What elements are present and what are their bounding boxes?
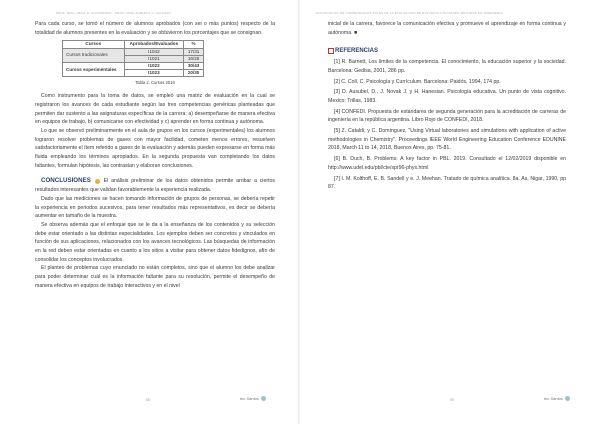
table-cell: I1023 bbox=[124, 70, 183, 77]
table-row bbox=[63, 48, 204, 55]
table-cell: 17/31 bbox=[184, 48, 204, 55]
conclusions-paragraph bbox=[35, 177, 275, 194]
brand-logo: tec Santos bbox=[544, 396, 570, 401]
page-number: 58 bbox=[146, 398, 150, 402]
table-cell: I1042 bbox=[124, 48, 183, 55]
running-header-left: PROF. RAUL ABRIL R. ZUCKERMAN · PROF. JOSE ALBERTO C. SALCEDA bbox=[56, 11, 172, 15]
reference-item: [1] R. Barnett, Los límites de la competencia. El conocimiento, la educación superior y la sociedad. Barcelona: Gedisa, 2001, 286 pp. bbox=[328, 59, 566, 74]
results-table bbox=[62, 40, 204, 77]
reference-item: [5] Z. Cataldi, y C. Domínguez, "Using Virtual laboratories and simulations with application of active methodologies in Chemistry". Proceedings IEEE World Engineering Education Conference EDUNINE 2018, March 11 to 14, 2018, Buenos Aires, pp. 75-81. bbox=[328, 128, 566, 152]
paragraph: Como instrumento para la toma de datos, se empleó una matriz de evaluación en la cual se registraron los avances de cada estudiante según las tres competencias genéricas planteadas que permiten dar sustento a las asignaturas específicas de la carrera: a) desempeñarse de manera efectiva en equipos de trabajo, b) comunicarse con efectividad y c) aprender en forma continua y autónoma. bbox=[35, 93, 275, 126]
paragraph-text: El análisis preliminar de los datos obtenidos permite arribar a ciertos resultados interesantes que validan favorablemente la experiencia realizada. bbox=[35, 178, 275, 194]
reference-item: [7] I. M. Kolthoff, E. B. Sandell y e. J. Meehan. Tratado de química analítica. 8a. As, Nigar, 1990, pp 87. bbox=[328, 175, 566, 191]
bullet-icon bbox=[95, 179, 100, 184]
paragraph: inicial de la carrera, favorece la comunicación efectiva y promueve el aprendizaje en forma continua y autónoma. ■ bbox=[328, 21, 566, 36]
paragraph: Se observa además que el enfoque que se le da a la enseñanza de los contenidos y su selección debe estar orientado a las distintas especialidades. Los ejemplos deben ser concretos y vinculados en función de sus aplicaciones, relacionados con los avances tecnológicos. Las búsquedas de información en la red deben estar orientadas en cuanto a los sitios a visitar para obtener datos fidedignos, afín de consolidar los conceptos involucrados. bbox=[35, 221, 275, 263]
table-group-label: Cursos tradicionales bbox=[63, 48, 125, 62]
table-header: Cursos bbox=[63, 41, 125, 48]
running-header-right: DIAGNOSTICO DE COMPETENCIAS ANTES DE LA EVALUACION DE ESTUDIOS UTILIZANDO METODOS EN INGENIERIA bbox=[316, 11, 503, 15]
table-cell: 16/26 bbox=[184, 55, 204, 62]
reference-item: [6] B. Duch, B. Problems: A key factor in PBL. 2019. Consultado el 12/02/2019 disponible en http://www.udel.edu/pbl/cte/spr96-phys.html bbox=[328, 156, 566, 171]
reference-item: [2] C. Coll, C. Psicología y Currículum. Barcelona: Paidós, 1994, 174 pp. bbox=[334, 78, 501, 85]
section-icon bbox=[328, 48, 334, 54]
table-cell: 30/43 bbox=[184, 63, 204, 70]
table-cell: I1021 bbox=[124, 55, 183, 62]
paragraph: Dado que las mediciones se hacen tomando información de grupos de personas, se debería repetir la experiencia en periodos sucesivos, para tener resultados más representativos, es decir se debería aumentar en tamaño de la muestra. bbox=[35, 195, 275, 220]
page-number: 59 bbox=[450, 398, 454, 402]
section-title-conclusions: CONCLUSIONES bbox=[41, 177, 91, 185]
table-caption: Tabla 2. Cursos 2016 bbox=[135, 80, 175, 86]
table-cell: 20/30 bbox=[184, 70, 204, 77]
references-heading: REFERENCIAS bbox=[328, 47, 566, 56]
paragraph: Para cada curso, se tomó el número de alumnos aprobados (con sei o más puntos) respecto de la totalidad de alumnos presentes en la evaluación y se obtuvieron los porcentajes que se consignan. bbox=[35, 21, 275, 36]
reference-item: [4] CONFEDI. Propuesta de estándares de segunda generación para la acreditación de carreras de ingeniería en la república argentina. Libro Rojo de CONFEDI, 2018. bbox=[328, 108, 566, 124]
table-header: Aprobados/Evaluados bbox=[124, 41, 183, 48]
reference-item: [3] D. Ausubel, D., J. Novak J. y H. Hanesian. Psicología educativa. Un punto de vista cognitivo. Mexico: Trillas, 1983. bbox=[328, 89, 566, 104]
right-page bbox=[300, 0, 600, 424]
brand-logo: tec Santos bbox=[240, 396, 266, 401]
table-row bbox=[63, 63, 204, 70]
table-group-label: Cursos experimentales bbox=[63, 63, 125, 77]
table-cell: I1022 bbox=[124, 63, 183, 70]
left-column bbox=[35, 20, 275, 291]
table-header: % bbox=[184, 41, 204, 48]
right-column bbox=[328, 20, 566, 192]
paragraph: El planteo de problemas cuyo enunciado no están completos, sino que el alumno los debe analizar para poder determinar cuál es la información faltante para su resolución, permite el desempeño de manera efectiva en equipos de trabajo interactivos y en el nivel bbox=[35, 265, 275, 289]
paragraph: Lo que se observó preliminarmente en el aula de grupos en los cursos (experimentales) los alumnos lograron resolver problemas de gases con mayor facilidad, cometen menos errores, resuelven satisfactoriamente el ítem referido a gases de la evaluación y además pueden expresarse en forma más fluida empleando los términos apropiados. En la segunda propuesta van completando los datos faltantes, formulan hipótesis, las contrastan y elaboran conclusiones. bbox=[35, 127, 275, 169]
